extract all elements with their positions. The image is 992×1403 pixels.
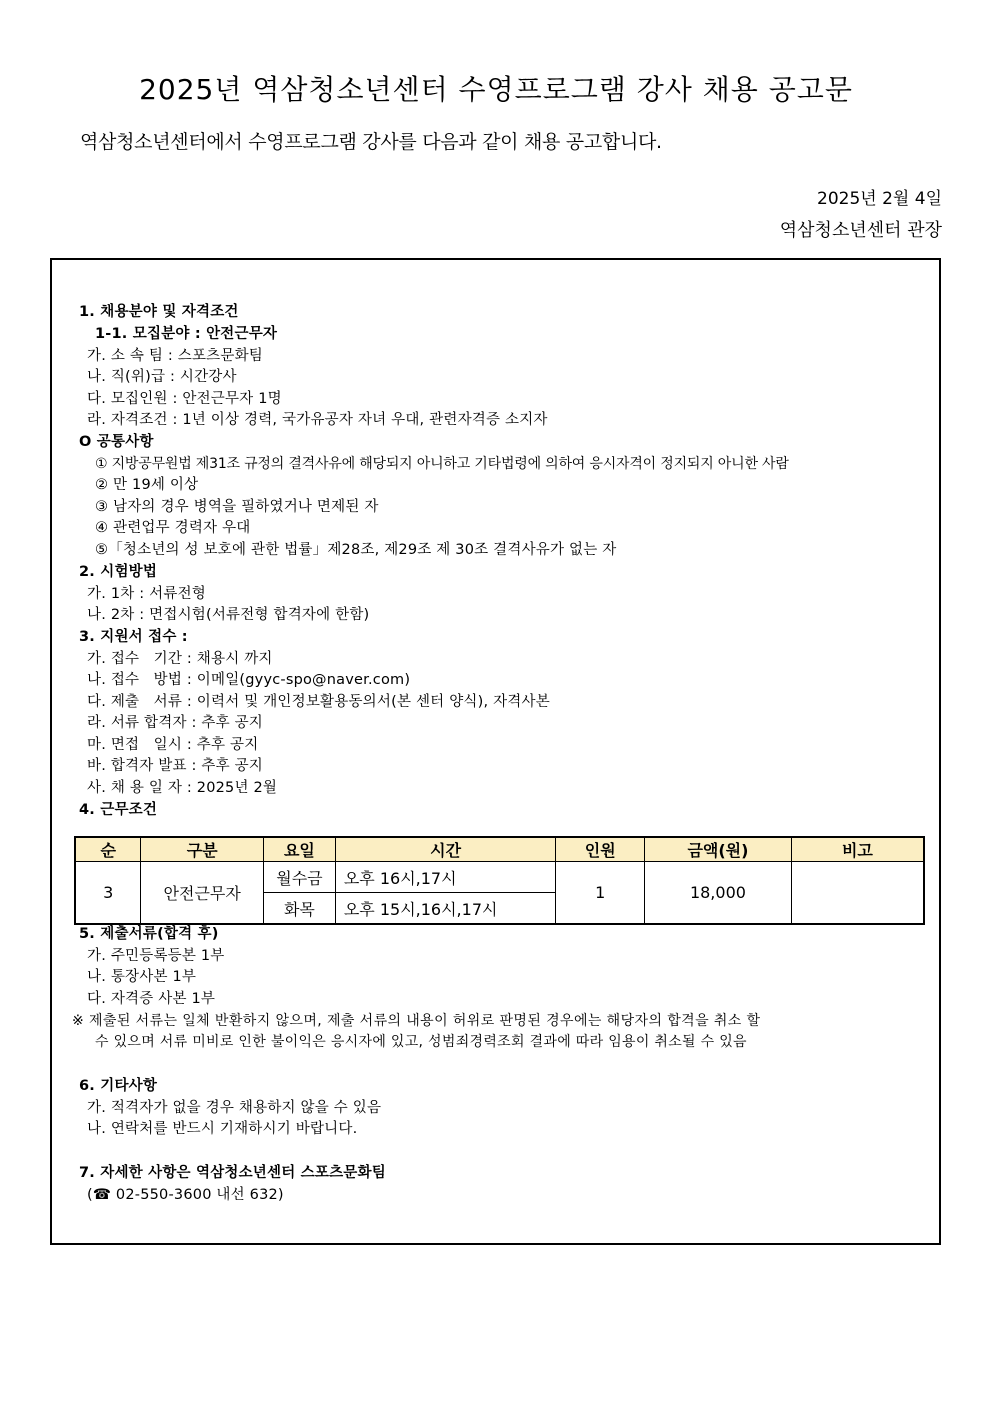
list-item: ④ 관련업무 경력자 우대 — [95, 520, 251, 536]
table-cell-time: 오후 16시,17시 — [335, 862, 555, 893]
section1-sub: 1-1. 모집분야 : 안전근무자 — [95, 326, 278, 342]
list-item: 가. 소 속 팀 : 스포츠문화팀 — [87, 348, 264, 364]
list-item: ③ 남자의 경우 병역을 필하였거나 면제된 자 — [95, 499, 379, 515]
table-header: 금액(원) — [645, 837, 792, 862]
list-item: 가. 주민등록등본 1부 — [87, 948, 225, 964]
list-item: 마. 면접 일시 : 추후 공지 — [87, 737, 259, 753]
list-item: 다. 모집인원 : 안전근무자 1명 — [87, 391, 282, 407]
section5-note: ※ 제출된 서류는 일체 반환하지 않으며, 제출 서류의 내용이 허위로 판명된 경우에는 해당자의 합격을 취소 할 — [72, 1013, 761, 1029]
contact-phone: (☎ 02-550-3600 내선 632) — [87, 1187, 284, 1203]
work-conditions-table — [74, 836, 925, 925]
intro-text: 역삼청소년센터에서 수영프로그램 강사를 다음과 같이 채용 공고합니다. — [80, 131, 662, 153]
section4-heading: 4. 근무조건 — [79, 802, 158, 818]
list-item: 가. 접수 기간 : 채용시 까지 — [87, 651, 273, 667]
table-cell-no: 3 — [75, 862, 141, 925]
table-header: 시간 — [335, 837, 555, 862]
list-item: ② 만 19세 이상 — [95, 477, 199, 493]
list-item: 사. 채 용 일 자 : 2025년 2월 — [87, 780, 278, 796]
notice-box — [50, 258, 941, 1245]
table-header: 인원 — [556, 837, 645, 862]
list-item: 나. 직(위)급 : 시간강사 — [87, 369, 237, 385]
section5-note-cont: 수 있으며 서류 미비로 인한 불이익은 응시자에 있고, 성범죄경력조회 결과에 따라 임용이 취소될 수 있음 — [95, 1034, 747, 1050]
list-item: 다. 제출 서류 : 이력서 및 개인정보활용동의서(본 센터 양식), 자격사본 — [87, 694, 550, 710]
table-cell-days: 화목 — [264, 893, 336, 925]
table-cell-category: 안전근무자 — [141, 862, 264, 925]
section1-heading: 1. 채용분야 및 자격조건 — [79, 304, 239, 320]
table-header: 순 — [75, 837, 141, 862]
table-header: 요일 — [264, 837, 336, 862]
list-item: 가. 적격자가 없을 경우 채용하지 않을 수 있음 — [87, 1100, 382, 1116]
section7-heading: 7. 자세한 사항은 역삼청소년센터 스포츠문화팀 — [79, 1165, 386, 1181]
list-item: 라. 서류 합격자 : 추후 공지 — [87, 715, 264, 731]
circle-bullet-icon: O — [79, 434, 92, 450]
table-cell-note — [791, 862, 924, 925]
section2-heading: 2. 시험방법 — [79, 564, 158, 580]
section6-heading: 6. 기타사항 — [79, 1078, 158, 1094]
list-item: ① 지방공무원법 제31조 규정의 결격사유에 해당되지 아니하고 기타법령에 의하여 응시자격이 정지되지 아니한 사람 — [95, 456, 789, 472]
table-header: 비고 — [791, 837, 924, 862]
table-cell-days: 월수금 — [264, 862, 336, 893]
notice-date: 2025년 2월 4일 — [817, 189, 942, 209]
list-item: 다. 자격증 사본 1부 — [87, 991, 216, 1007]
section3-heading: 3. 지원서 접수 : — [79, 629, 188, 645]
list-item: 나. 2차 : 면접시험(서류전형 합격자에 한함) — [87, 607, 370, 623]
table-header-row — [75, 837, 924, 862]
list-item: 바. 합격자 발표 : 추후 공지 — [87, 758, 264, 774]
page-title: 2025년 역삼청소년센터 수영프로그램 강사 채용 공고문 — [139, 73, 853, 106]
list-item: ⑤「청소년의 성 보호에 관한 법률」제28조, 제29조 제 30조 결격사유가 없는 자 — [95, 542, 617, 558]
list-item: 가. 1차 : 서류전형 — [87, 586, 206, 602]
table-header: 구분 — [141, 837, 264, 862]
issuer: 역삼청소년센터 관장 — [779, 220, 942, 241]
list-item: 나. 통장사본 1부 — [87, 969, 197, 985]
table-row — [75, 862, 924, 893]
table-cell-amount: 18,000 — [645, 862, 792, 925]
section5-heading: 5. 제출서류(합격 후) — [79, 926, 219, 942]
table-cell-count: 1 — [556, 862, 645, 925]
table-cell-time: 오후 15시,16시,17시 — [335, 893, 555, 925]
list-item: 나. 접수 방법 : 이메일(gyyc-spo@naver.com) — [87, 672, 411, 688]
list-item: 라. 자격조건 : 1년 이상 경력, 국가유공자 자녀 우대, 관련자격증 소지자 — [87, 412, 548, 428]
list-item: 나. 연락처를 반드시 기재하시기 바랍니다. — [87, 1121, 358, 1137]
common-heading: O 공통사항 — [79, 434, 154, 450]
